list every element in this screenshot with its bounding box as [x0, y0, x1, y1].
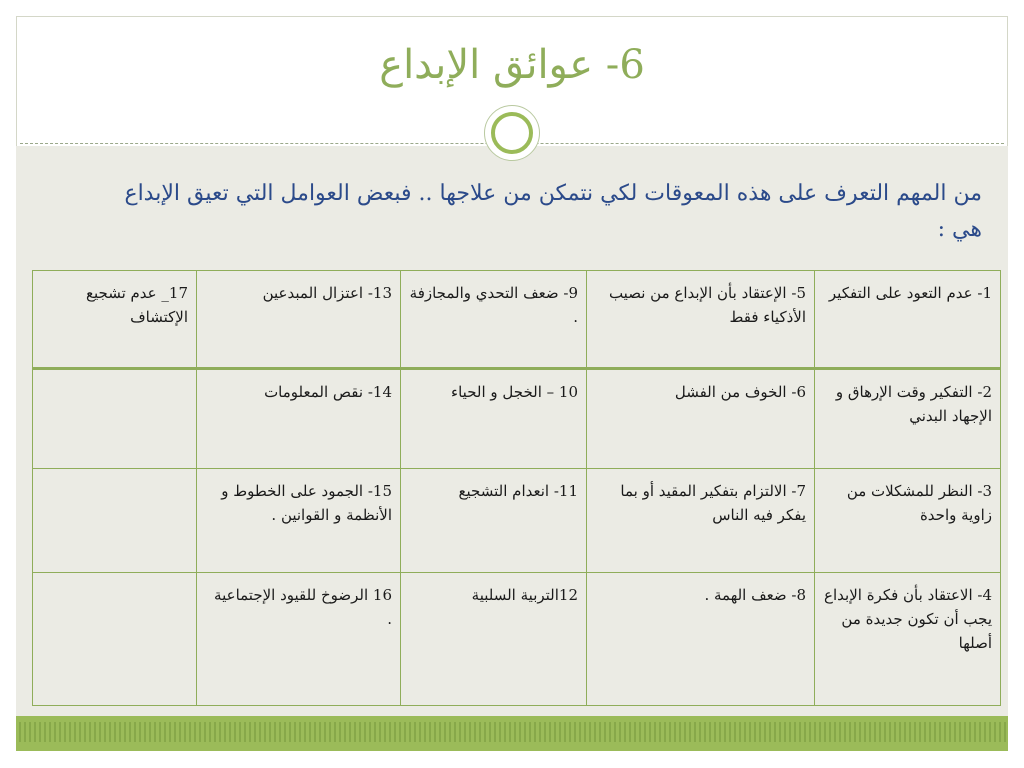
- table-cell: 1- عدم التعود على التفكير: [815, 271, 1001, 369]
- table-cell: 7- الالتزام بتفكير المقيد أو بما يفكر فيه الناس: [587, 469, 815, 573]
- table-cell: 15- الجمود على الخطوط و الأنظمة و القوانين .: [197, 469, 401, 573]
- table-cell: 17_ عدم تشجيع الإكتشاف: [33, 271, 197, 369]
- table-cell: 3- النظر للمشكلات من زاوية واحدة: [815, 469, 1001, 573]
- table-cell: 9- ضعف التحدي والمجازفة .: [401, 271, 587, 369]
- table-cell: 8- ضعف الهمة .: [587, 573, 815, 706]
- ring-icon: [491, 112, 533, 154]
- table-cell: 11- انعدام التشجيع: [401, 469, 587, 573]
- table-cell-empty: [33, 573, 197, 706]
- table-cell: 6- الخوف من الفشل: [587, 369, 815, 469]
- table-row: [33, 469, 1001, 573]
- table-cell: 16 الرضوخ للقيود الإجتماعية .: [197, 573, 401, 706]
- table-cell-empty: [33, 469, 197, 573]
- table-row: [33, 271, 1001, 369]
- table-cell: 10 – الخجل و الحياء: [401, 369, 587, 469]
- table-cell: 5- الإعتقاد بأن الإبداع من نصيب الأذكياء فقط: [587, 271, 815, 369]
- intro-paragraph: من المهم التعرف على هذه المعوقات لكي نتمكن من علاجها .. فبعض العوامل التي تعيق الإبداع هي :: [124, 181, 982, 242]
- footer-bar: [16, 716, 1008, 751]
- table-row: [33, 369, 1001, 469]
- footer-stripes: [16, 722, 1008, 742]
- creativity-obstacles-table: [32, 270, 1001, 706]
- table-cell: 12التربية السلبية: [401, 573, 587, 706]
- divider-ornament-icon: [484, 105, 540, 161]
- table-cell: 4- الاعتقاد بأن فكرة الإبداع يجب أن تكون جديدة من أصلها: [815, 573, 1001, 706]
- table-cell-empty: [33, 369, 197, 469]
- table-cell: 13- اعتزال المبدعين: [197, 271, 401, 369]
- slide-title: 6- عوائق الإبداع: [379, 42, 645, 88]
- table-cell: 14- نقص المعلومات: [197, 369, 401, 469]
- table-cell: 2- التفكير وقت الإرهاق و الإجهاد البدني: [815, 369, 1001, 469]
- table-row: [33, 573, 1001, 706]
